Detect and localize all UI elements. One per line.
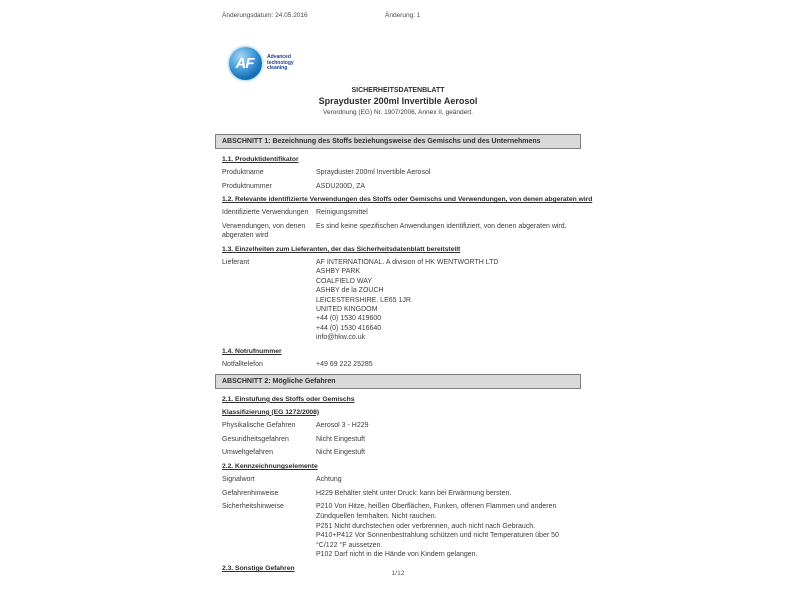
af-logo-icon — [229, 47, 262, 80]
subsection-1-3-heading: 1.3. Einzelheiten zum Lieferanten, der das Sicherheitsdatenblatt bereitstellt — [222, 246, 461, 254]
hazard-statements-value: H229 Behälter steht unter Druck: kann bei Erwärmung bersten. — [316, 489, 512, 497]
supplier-label: Lieferant — [222, 259, 250, 267]
subsection-1-2-heading: 1.2. Relevante identifizierte Verwendungen des Stoffs oder Gemischs und Verwendungen, von denen abgeraten wird — [222, 196, 593, 204]
precautionary-statement: P410+P412 Vor Sonnenbestrahlung schützen und nicht Temperaturen über 50 °C/122 °F aussetzen. — [316, 532, 559, 549]
product-number-row — [222, 182, 574, 191]
title-block — [215, 86, 581, 117]
product-number-value: ASDU200D, ZA — [316, 182, 366, 190]
logo-initials: AF — [235, 55, 254, 72]
subsection-2-1-heading: 2.1. Einstufung des Stoffs oder Gemischs — [222, 395, 355, 403]
emergency-phone-label: Notfalltelefon — [222, 361, 263, 369]
document-title: SICHERHEITSDATENBLATT — [351, 87, 445, 94]
subsection-2-3-heading: 2.3. Sonstige Gefahren — [222, 565, 295, 573]
precautionary-statements-label: Sicherheitshinweise — [222, 503, 284, 511]
emergency-phone-row — [222, 360, 574, 369]
product-name-value: Sprayduster 200ml Invertible Aerosol — [316, 169, 431, 176]
product-number-label: Produktnummer — [222, 182, 272, 190]
hazard-statements-row — [222, 489, 574, 498]
product-name-label: Produktname — [222, 169, 264, 176]
precautionary-statement: P102 Darf nicht in die Hände von Kindern gelangen. — [316, 551, 478, 559]
supplier-row — [222, 258, 574, 343]
health-hazards-label: Gesundheitsgefahren — [222, 435, 289, 443]
hazard-statements-label: Gefahrenhinweise — [222, 489, 279, 497]
supplier-address-line: UNITED KINGDOM — [316, 306, 378, 314]
document-page — [215, 0, 593, 577]
precautionary-statement: P251 Nicht durchstechen oder verbrennen, auch nicht nach Gebrauch. — [316, 522, 536, 530]
page-meta-row — [215, 12, 581, 21]
physical-hazards-value: Aerosol 3 - H229 — [316, 421, 369, 429]
subsection-1-4-heading: 1.4. Notrufnummer — [222, 348, 282, 356]
tagline-line: cleaning — [267, 65, 288, 72]
uses-advised-against-value: Es sind keine spezifischen Anwendungen identifiziert, von denen abgeraten wird. — [316, 223, 567, 231]
subsection-1-1-heading: 1.1. Produktidentifikator — [222, 156, 299, 163]
physical-hazards-label: Physikalische Gefahren — [222, 421, 296, 429]
supplier-address-line: ASHBY de la ZOUCH — [316, 287, 384, 295]
supplier-email: info@hkw.co.uk — [316, 334, 366, 342]
uses-advised-against-row — [222, 222, 574, 240]
supplier-address-line: LEICESTERSHIRE. LE65 1JR — [316, 296, 411, 304]
classification-heading: Klassifizierung (EG 1272/2008) — [222, 408, 320, 416]
health-hazards-value: Nicht Eingestuft — [316, 435, 366, 443]
revision-number: Änderung: 1 — [385, 12, 421, 19]
identified-uses-value: Reinigungsmittel — [316, 209, 368, 217]
supplier-address-line: AF INTERNATIONAL. A division of HK WENTWORTH LTD — [316, 259, 499, 267]
signal-word-label: Signalwort — [222, 475, 255, 483]
tagline-line: technology — [267, 59, 294, 66]
identified-uses-row — [222, 208, 574, 217]
page-number: 1/12 — [391, 570, 405, 577]
product-name-row — [222, 168, 574, 177]
regulation-line: Verordnung (EG) Nr. 1907/2006, Annex II, geändert. — [323, 109, 473, 116]
product-title: Sprayduster 200ml Invertible Aerosol — [318, 96, 478, 106]
emergency-phone-value: +49 69 222 25285 — [316, 361, 373, 369]
precautionary-statements — [316, 502, 574, 560]
signal-word-row — [222, 475, 574, 484]
section2-header: ABSCHNITT 2: Mögliche Gefahren — [215, 374, 581, 389]
environmental-hazards-label: Umweltgefahren — [222, 449, 273, 457]
precautionary-statement: P210 Von Hitze, heißen Oberflächen, Funken, offenen Flammen und anderen Zündquellen fernhalten. Nicht rauchen. — [316, 503, 557, 520]
section1-header: ABSCHNITT 1: Bezeichnung des Stoffs beziehungsweise des Gemischs und des Unternehmens — [215, 134, 581, 149]
supplier-phone: +44 (0) 1530 419600 — [316, 315, 382, 323]
tagline-line: Advanced — [267, 54, 291, 61]
company-logo — [229, 47, 581, 80]
supplier-address — [316, 258, 574, 343]
precautionary-statements-row — [222, 502, 574, 560]
signal-word-value: Achtung — [316, 475, 342, 483]
supplier-fax: +44 (0) 1530 416640 — [316, 324, 382, 332]
uses-advised-against-label: Verwendungen, von denen abgeraten wird — [222, 223, 306, 240]
identified-uses-label: Identifizierte Verwendungen — [222, 209, 309, 217]
supplier-address-line: COALFIELD WAY — [316, 277, 373, 285]
environmental-hazards-row — [222, 448, 574, 457]
subsection-2-2-heading: 2.2. Kennzeichnungselemente — [222, 462, 318, 470]
environmental-hazards-value: Nicht Eingestuft — [316, 449, 366, 457]
supplier-address-line: ASHBY PARK — [316, 268, 361, 276]
change-date: Änderungsdatum: 24.05.2016 — [222, 12, 308, 19]
physical-hazards-row — [222, 421, 574, 430]
logo-tagline — [267, 55, 294, 72]
health-hazards-row — [222, 435, 574, 444]
